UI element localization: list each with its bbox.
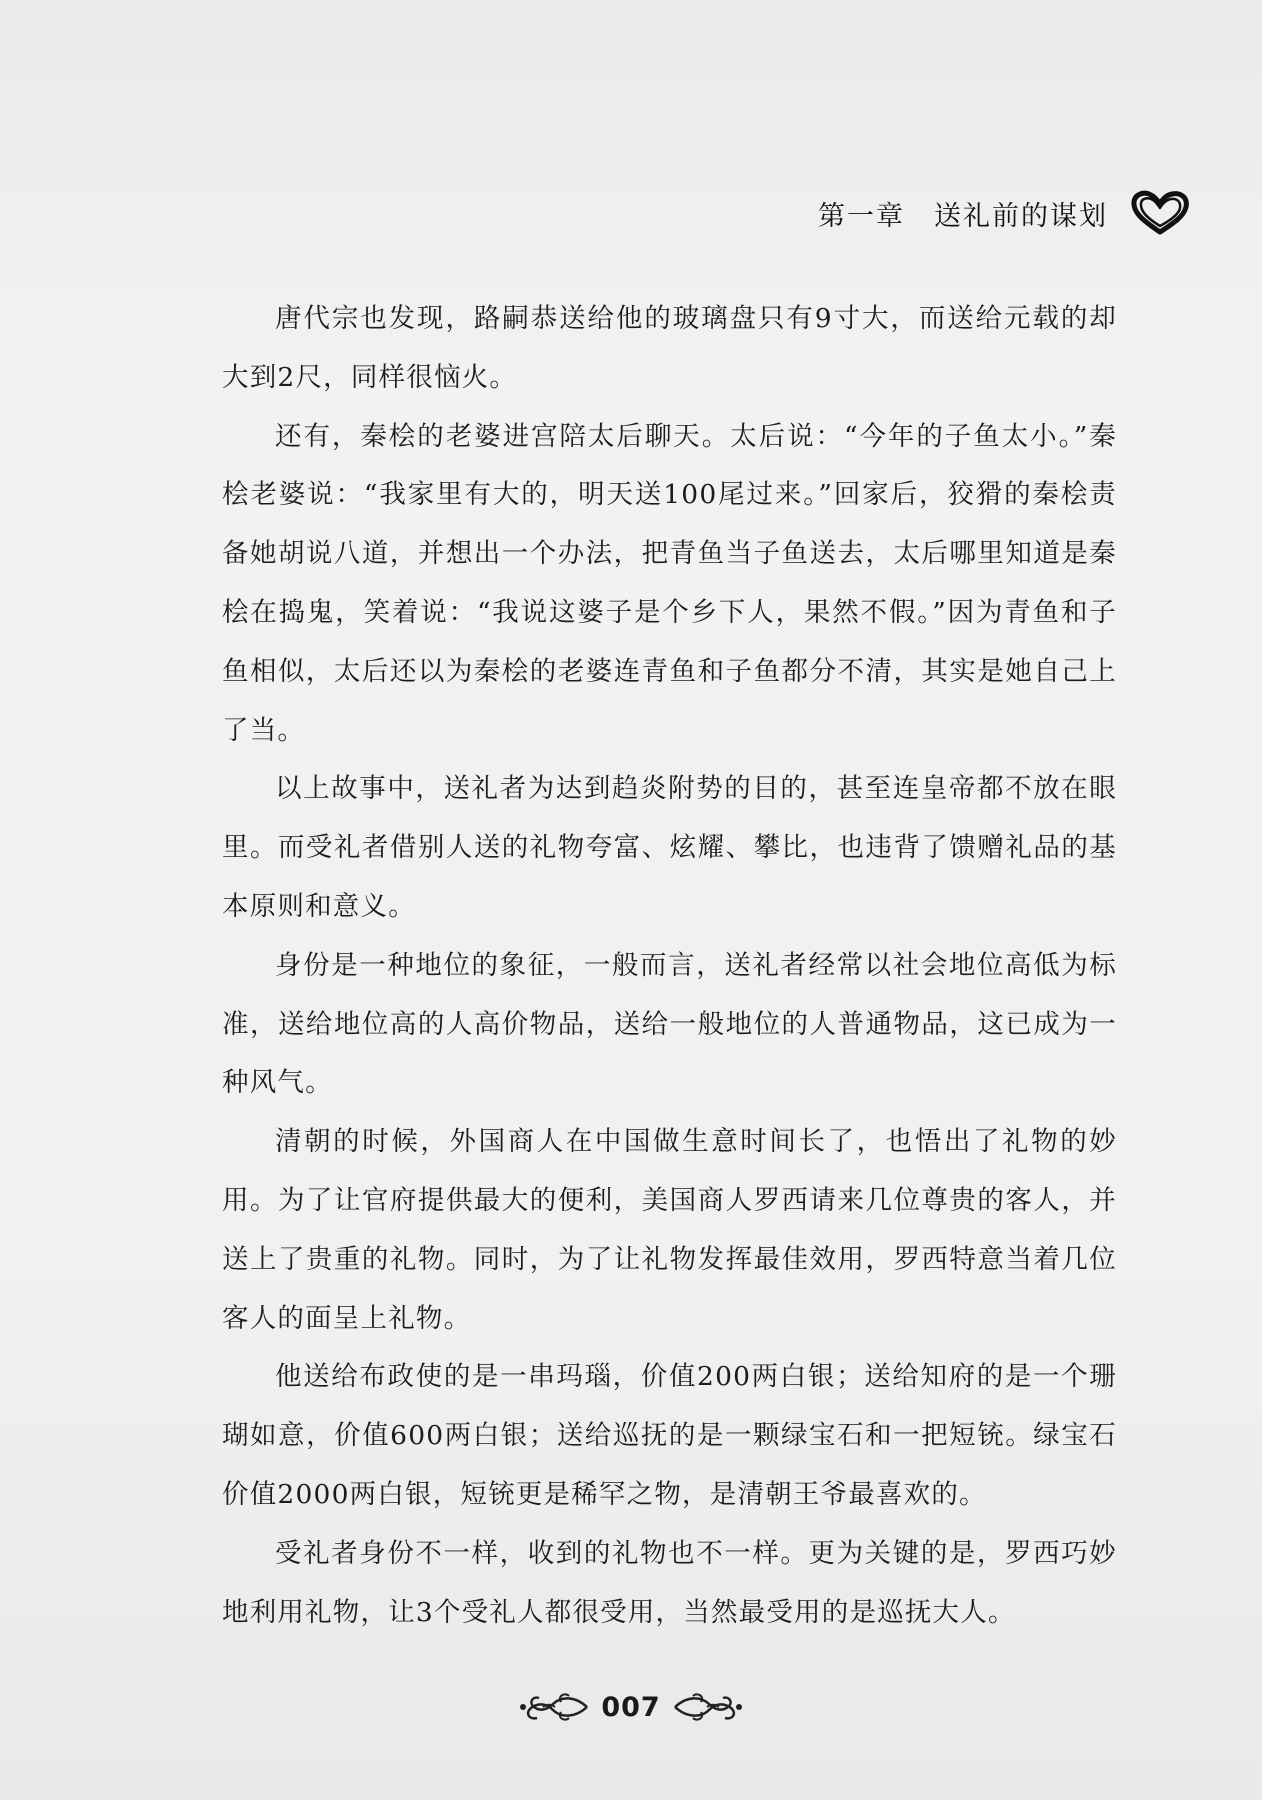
paragraph: 受礼者身份不一样，收到的礼物也不一样。更为关键的是，罗西巧妙地利用礼物，让3个受礼人都很受用，当然最受用的是巡抚大人。 [222, 1537, 1117, 1628]
paragraph: 以上故事中，送礼者为达到趋炎附势的目的，甚至连皇帝都不放在眼里。而受礼者借别人送的礼物夸富、炫耀、攀比，也违背了馈赠礼品的基本原则和意义。 [222, 773, 1117, 922]
body-text [222, 290, 1117, 1642]
floral-ornament-right-icon [673, 1690, 745, 1724]
floral-ornament-left-icon [517, 1690, 589, 1724]
page-footer [0, 1690, 1262, 1724]
paragraph: 身份是一种地位的象征，一般而言，送礼者经常以社会地位高低为标准，送给地位高的人高价物品，送给一般地位的人普通物品，这已成为一种风气。 [222, 949, 1117, 1099]
paragraph: 还有，秦桧的老婆进宫陪太后聊天。太后说：“今年的子鱼太小。”秦桧老婆说：“我家里有大的，明天送100尾过来。”回家后，狡猾的秦桧责备她胡说八道，并想出一个办法，把青鱼当子鱼送去，太后哪里知道是秦桧在捣鬼，笑着说：“我说这婆子是个乡下人，果然不假。”因为青鱼和子鱼相似，太后还以为秦桧的老婆连青鱼和子鱼都分不清，其实是她自己上了当。 [222, 420, 1117, 746]
paragraph: 唐代宗也发现，路嗣恭送给他的玻璃盘只有9寸大，而送给元载的却大到2尺，同样很恼火。 [222, 303, 1117, 393]
chapter-title: 第一章 送礼前的谋划 [818, 200, 1108, 232]
heart-icon [1130, 190, 1190, 236]
page-number: 007 [601, 1691, 661, 1723]
paragraph: 清朝的时候，外国商人在中国做生意时间长了，也悟出了礼物的妙用。为了让官府提供最大的便利，美国商人罗西请来几位尊贵的客人，并送上了贵重的礼物。同时，为了让礼物发挥最佳效用，罗西特意当着几位客人的面呈上礼物。 [222, 1126, 1117, 1334]
running-head [818, 190, 1190, 236]
paragraph: 他送给布政使的是一串玛瑙，价值200两白银；送给知府的是一个珊瑚如意，价值600两白银；送给巡抚的是一颗绿宝石和一把短铳。绿宝石价值2000两白银，短铳更是稀罕之物，是清朝王爷最喜欢的。 [222, 1361, 1117, 1510]
